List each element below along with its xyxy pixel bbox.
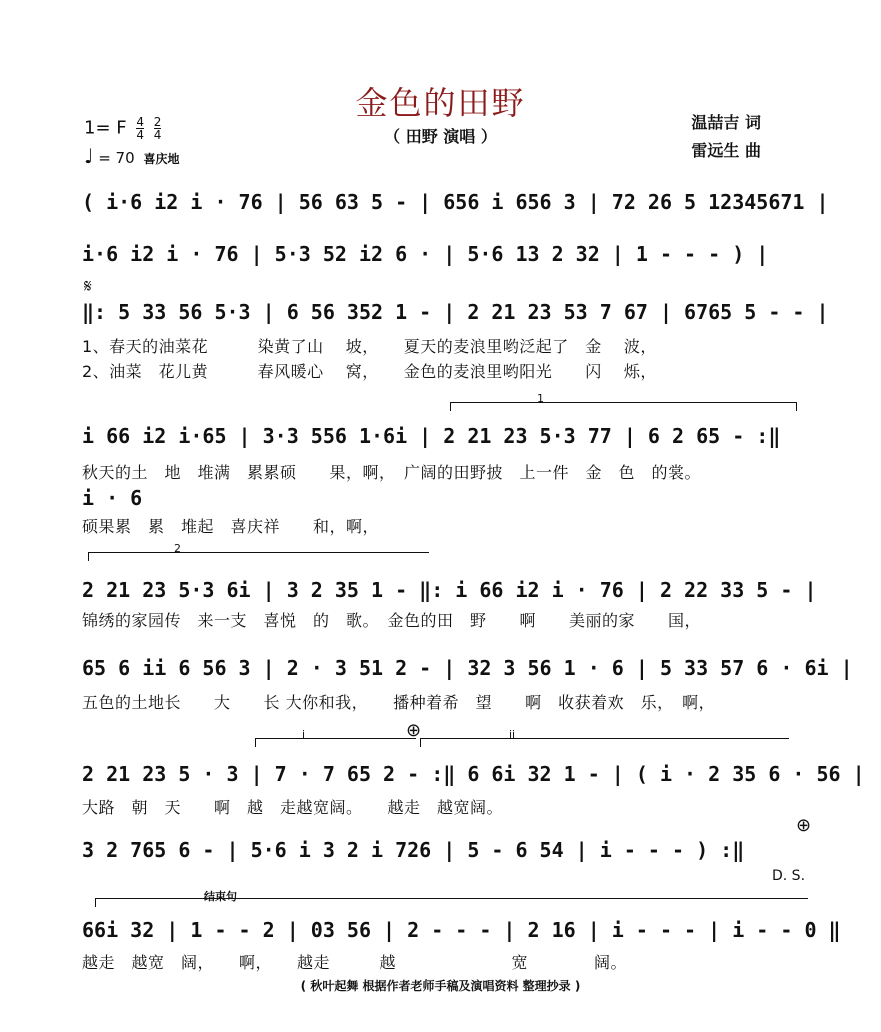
coda-icon-end: ⊕ [796,815,812,836]
score-line-3: ‖: 5 33 56 5·3 | 6 56 352 1 - | 2 21 23 53 7 67 | 6765 5 - - | [82,300,829,324]
footer-note: ( 秋叶起舞 根据作者老师手稿及演唱资料 整理抄录 ) [300,979,581,993]
lyricist: 温喆吉 词 [691,113,761,132]
score-line-6: 65 6 ii 6 56 3 | 2 · 3 51 2 - | 32 3 56 1 · 6 | 5 33 57 6 · 6i | [82,656,853,680]
score-line-7: 2 21 23 5 · 3 | 7 · 7 65 2 - :‖ 6 6i 32 1 - | ( i · 2 35 6 · 56 | [82,762,865,786]
score-line-4: i 66 i2 i·65 | 3·3 556 1·6i | 2 21 23 5·3 77 | 6 2 65 - :‖ [82,424,781,448]
lyric-line-1: 1、春天的油菜花 染黄了山 坡， 夏天的麦浪里哟泛起了 金 波， [82,337,657,356]
volta-ii-label: ii [509,728,516,741]
lyric-line-7: 大路 朝 天 啊 越 走越宽阔。 越走 越宽阔。 [82,798,504,817]
volta-bracket-1 [450,392,797,411]
time-sig-2-top: 2 [153,115,162,129]
volta-bracket-ii [420,728,789,747]
lyric-line-6: 五色的土地长 大 长 大你和我， 播种着希 望 啊 收获着欢 乐， 啊， [82,693,716,712]
coda-icon: ⊕ [406,720,422,741]
score-line-9: 66i 32 | 1 - - 2 | 03 56 | 2 - - - | 2 16 | i - - - | i - - 0 ‖ [82,918,841,942]
time-sig-2-bottom: 4 [153,128,162,142]
score-line-8: 3 2 765 6 - | 5·6 i 3 2 i 726 | 5 - 6 54 | i - - - ) :‖ [82,838,745,862]
ending-bracket [95,890,808,907]
song-title: 金色的田野 [355,84,526,122]
lyric-line-8: 越走 越宽 阔， 啊， 越走 越 宽 阔。 [82,953,628,972]
time-sig-1-top: 4 [136,115,144,129]
volta-bracket-2 [88,542,429,561]
quarter-note-icon: ♩ [84,144,94,168]
performer: （ 田野 演唱 ） [384,127,497,146]
lyric-line-4: 硕果累 累 堆起 喜庆祥 和，啊， [82,517,380,536]
volta-2-label: 2 [174,542,181,555]
tempo-text: 喜庆地 [143,152,180,166]
tempo-value: = 70 [98,149,135,167]
tempo-marking [84,144,179,168]
da-segno-mark: D. S. [772,868,806,884]
time-signature-1 [136,116,144,141]
score-line-2: i·6 i2 i · 76 | 5·3 52 i2 6 · | 5·6 13 2 32 | 1 - - - ) | [82,242,769,266]
key-label: 1= F [84,117,127,139]
lyric-line-3: 秋天的土 地 堆满 累累硕 果，啊， 广阔的田野披 上一件 金 色 的裳。 [82,463,702,482]
segno-icon: 𝄋 [84,276,92,297]
time-sig-1-bottom: 4 [136,128,144,142]
key-signature [84,116,161,141]
ending-label: 结束句 [204,890,237,903]
volta-i-label: i [302,728,306,741]
lyric-line-5: 锦绣的家园传 来一支 喜悦 的 歌。 金色的田 野 啊 美丽的家 国， [82,611,702,630]
composer: 雷远生 曲 [691,141,761,160]
score-line-1: ( i·6 i2 i · 76 | 56 63 5 - | 656 i 656 3 | 72 26 5 12345671 | [82,190,829,214]
volta-bracket-i [255,728,416,747]
lyric-line-2: 2、油菜 花儿黄 春风暖心 窝， 金色的麦浪里哟阳光 闪 烁， [82,362,657,381]
time-signature-2 [154,116,162,141]
volta-1-label: 1 [537,392,544,405]
score-line-alt: i · 6 [82,486,143,510]
score-line-5: 2 21 23 5·3 6i | 3 2 35 1 - ‖: i 66 i2 i · 76 | 2 22 33 5 - | [82,578,817,602]
